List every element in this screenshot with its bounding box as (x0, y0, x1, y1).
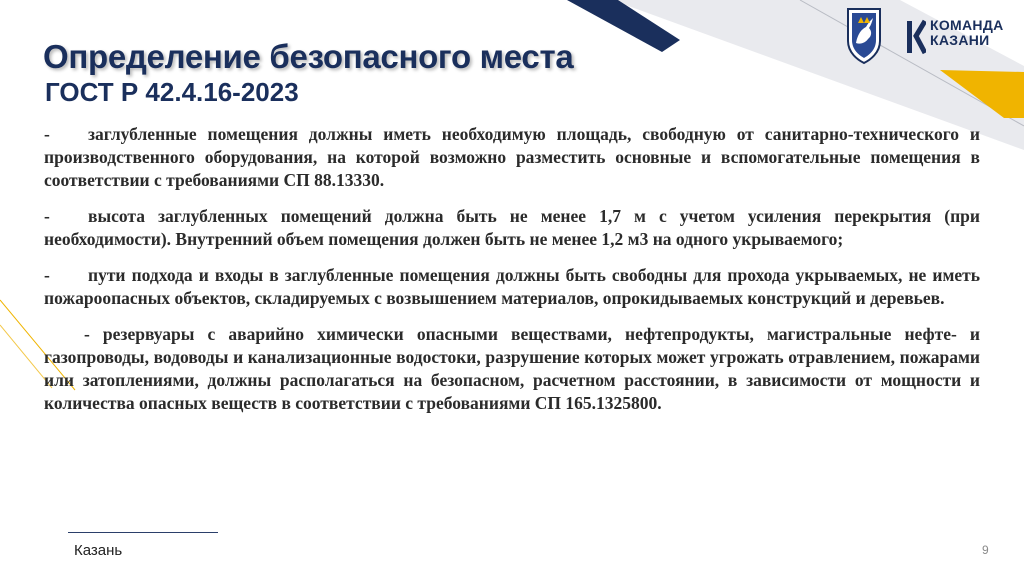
footer-city: Казань (74, 542, 123, 559)
requirement-text: заглубленные помещения должны иметь необходимую площадь, свободную от санитарно-технического и производственного оборудования, на которой возможно разместить основные и вспомогательные помещения в соответствии с требованиями СП 88.13330. (44, 124, 980, 190)
requirement-text: пути подхода и входы в заглубленные помещения должны быть свободны для прохода укрываемых, не иметь пожароопасных объектов, складируемых с возвышением материалов, опрокидываемых конструкций и деревьев. (44, 265, 980, 308)
slide-title: Определение безопасного места (43, 38, 574, 75)
page-number: 9 (982, 543, 989, 557)
list-dash: - (44, 265, 50, 285)
logo-text-line-2: КАЗАНИ (930, 32, 990, 48)
requirement-paragraph (44, 123, 980, 192)
requirement-paragraph (44, 323, 980, 415)
requirement-text: - резервуары с аварийно химически опасными веществами, нефтепродукты, магистральные нефте- и газопроводы, водоводы и канализационные водостоки, разрушение которых может угрожать отравлением, пожарами или затоплениями, должны располагаться на безопасном, расчетном расстоянии, в зависимости от мощности и количества опасных веществ в соответствии с требованиями СП 165.1325800. (44, 324, 980, 413)
komanda-kazani-mark-icon (906, 19, 926, 55)
kazan-coat-of-arms-icon (846, 5, 882, 65)
list-dash: - (44, 124, 50, 144)
footer-divider (68, 532, 218, 533)
logo-text-line-1: КОМАНДА (930, 17, 1004, 33)
requirement-paragraph (44, 205, 980, 251)
slide-subtitle: ГОСТ Р 42.4.16-2023 (45, 77, 299, 107)
requirements-list (44, 123, 980, 428)
requirement-paragraph (44, 264, 980, 310)
logo-area (846, 5, 1016, 67)
logo-text (930, 18, 1004, 48)
list-dash: - (44, 206, 50, 226)
requirement-text: высота заглубленных помещений должна быть не менее 1,7 м с учетом усиления перекрытия (при необходимости). Внутренний объем помещения должен быть не менее 1,2 м3 на одного укрываемого; (44, 206, 980, 249)
